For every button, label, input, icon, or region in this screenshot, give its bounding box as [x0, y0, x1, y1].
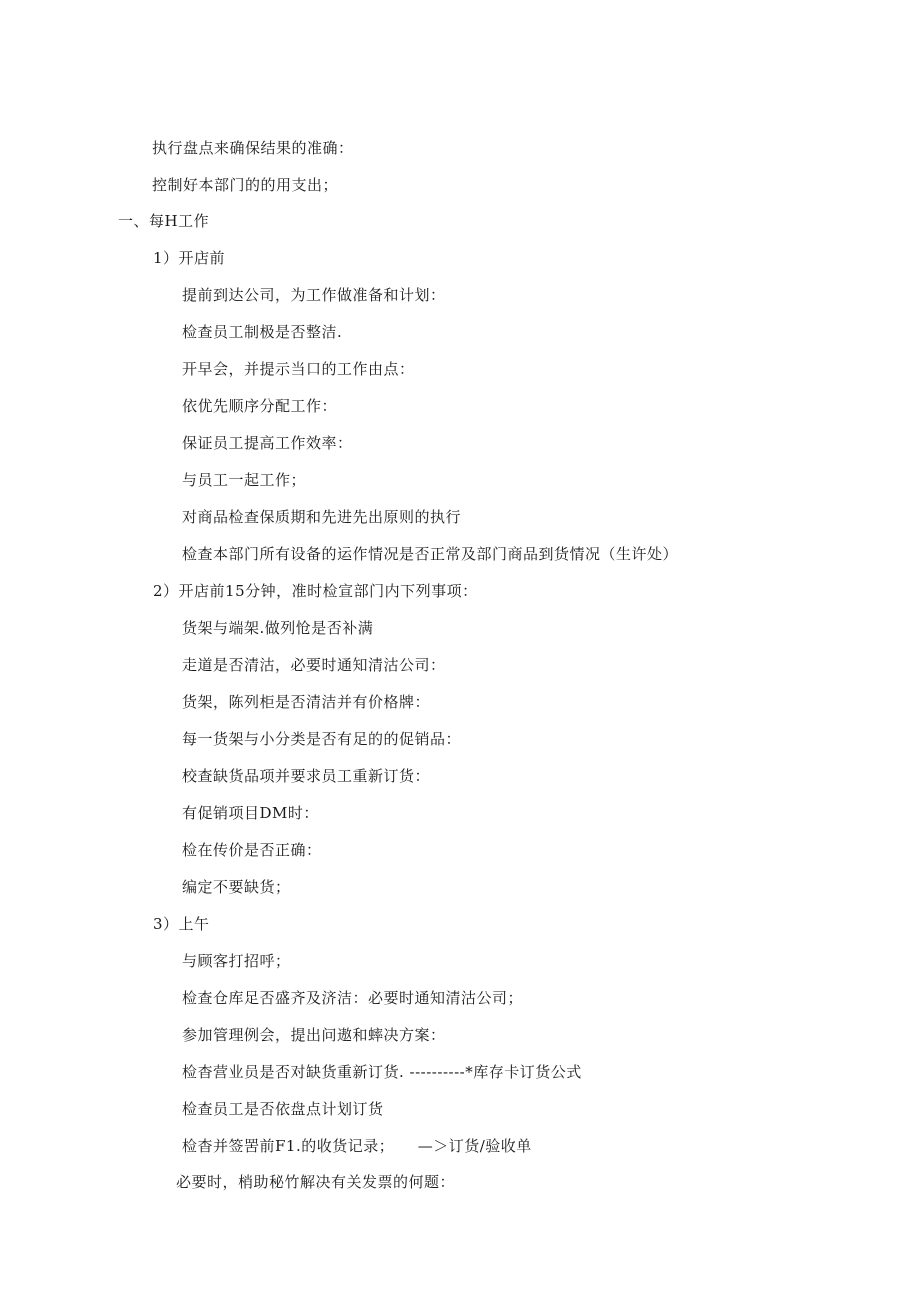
text-line: 货架与端架.做列怆是否补满: [182, 619, 374, 637]
text-line: 必要时，梢助秘竹解决有关发票的何题：: [176, 1173, 456, 1191]
text-line: 控制好本部门的的用支出；: [152, 176, 339, 194]
subsection-heading: 1）开店前: [153, 249, 226, 267]
text-line: 开早会，并提示当口的工作由点：: [182, 360, 415, 378]
text-line: 对商品检查保质期和先进先出原则的执行: [182, 508, 462, 526]
text-line: 检查本部门所有设备的运作情况是否正常及部门商品到货情况（生许处）: [182, 545, 679, 563]
text-line: 执行盘点来确保结果的准确：: [152, 139, 354, 157]
text-line: 有促销项目DM时：: [182, 804, 319, 822]
text-line: 依优先顺序分配工作：: [182, 397, 338, 415]
text-line: 货架，陈列柜是否清洁并有价格牌：: [182, 693, 431, 711]
text-line: 参加管理例会，提出问遨和蟀决方案：: [182, 1026, 446, 1044]
text-line: 编定不要缺货；: [182, 878, 291, 896]
subsection-heading: 2）开店前15分钟，准时检宣部门内下列事项：: [153, 582, 478, 600]
text-line: 检杳并签罟前F1.的收货记录； —＞订货/验收单: [182, 1137, 532, 1155]
text-line: 检查员工制极是否整洁.: [182, 323, 343, 341]
text-line: 保证员工提高工作效率：: [182, 434, 353, 452]
text-line: 每一货架与小分类是否有足的的促销品：: [182, 730, 462, 748]
text-line: 校查缺货品项并要求员工重新订货：: [182, 767, 431, 785]
subsection-heading: 3）上午: [153, 915, 210, 933]
text-line: 检查仓库足否盛齐及济洁：必要时通知清沽公司；: [182, 989, 524, 1007]
section-heading: 一、每H工作: [118, 212, 210, 230]
text-line: 检杳营业员是否对缺货重新订货. ----------*库存卡订货公式: [182, 1063, 582, 1081]
text-line: 检查员工是否依盘点计划订货: [182, 1100, 384, 1118]
text-line: 与员工一起工作；: [182, 471, 307, 489]
text-line: 与顾客打招呼；: [182, 952, 291, 970]
text-line: 检在传价是否正确：: [182, 841, 322, 859]
text-line: 走道是否清沽，必要时通知清沽公司：: [182, 656, 446, 674]
text-line: 提前到达公司，为工作做准备和计划：: [182, 286, 446, 304]
